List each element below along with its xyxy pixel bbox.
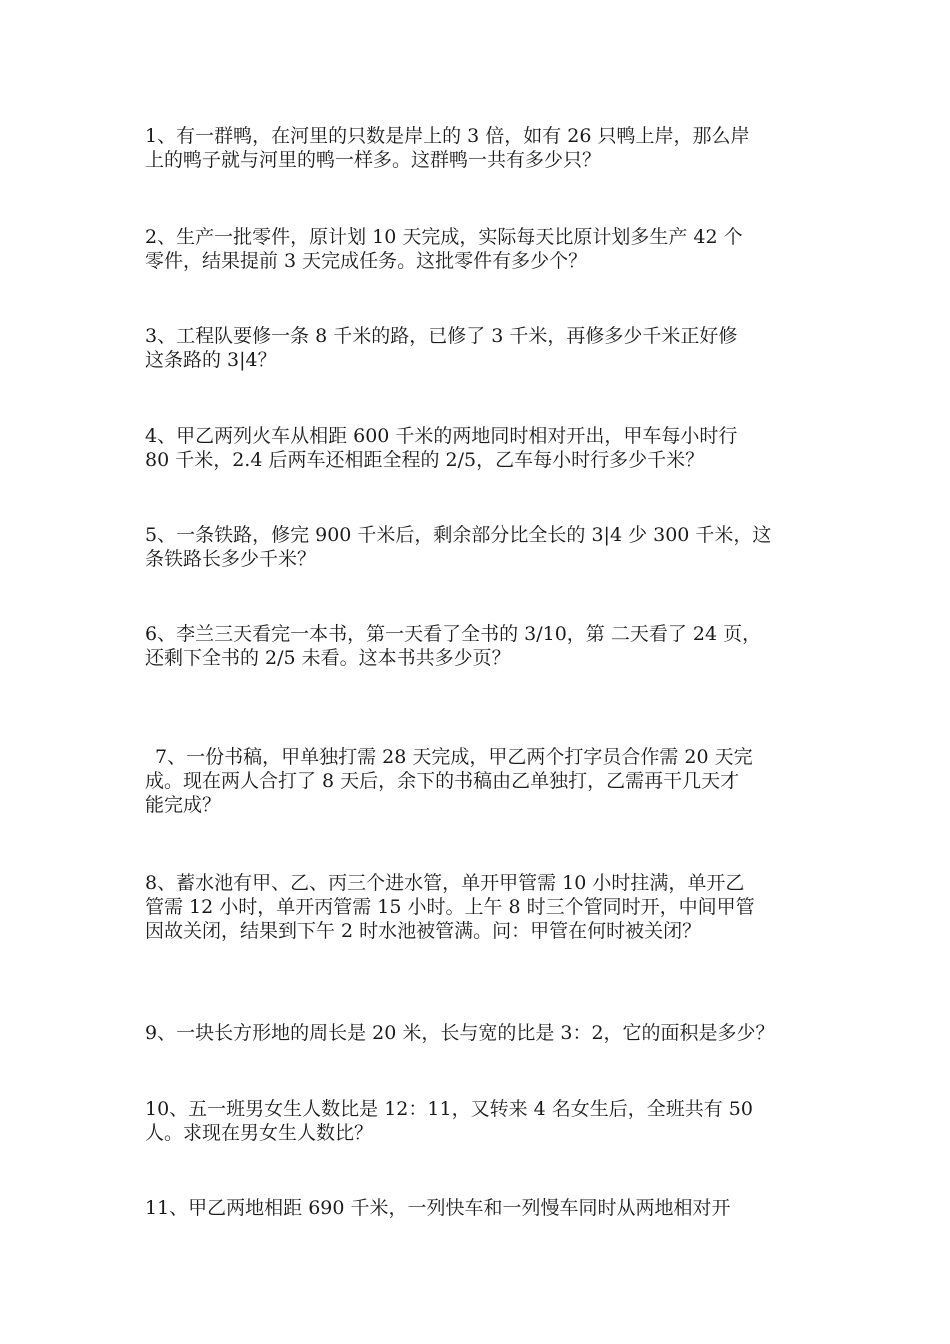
problem-11: [145, 1196, 825, 1220]
problem-1-line-2: 上的鸭子就与河里的鸭一样多。这群鸭一共有多少只？: [145, 149, 602, 171]
problem-5-line-1: 5、一条铁路，修完 900 千米后，剩余部分比全长的 3|4 少 300 千米，这: [145, 524, 772, 546]
problem-2-line-1: 2、生产一批零件，原计划 10 天完成，实际每天比原计划多生产 42 个: [145, 226, 743, 248]
problem-9: [145, 1021, 825, 1045]
problem-8: [145, 871, 825, 943]
problem-10: [145, 1097, 825, 1145]
problem-7-line-1: 7、一份书稿，甲单独打需 28 天完成，甲乙两个打字员合作需 20 天完: [155, 746, 753, 768]
problem-11-line-1: 11、甲乙两地相距 690 千米，一列快车和一列慢车同时从两地相对开: [145, 1197, 731, 1219]
problem-5: [145, 523, 825, 571]
problem-4-line-2: 80 千米，2.4 后两车还相距全程的 2/5，乙车每小时行多少千米？: [145, 449, 705, 471]
problem-8-line-1: 8、蓄水池有甲、乙、丙三个进水管，单开甲管需 10 小时拄满，单开乙: [145, 872, 745, 894]
problem-1: [145, 124, 825, 172]
problem-5-line-2: 条铁路长多少千米？: [145, 548, 317, 570]
problem-9-line-1: 9、一块长方形地的周长是 20 米，长与宽的比是 3：2，它的面积是多少？: [145, 1022, 775, 1044]
problem-3-line-1: 3、工程队要修一条 8 千米的路，已修了 3 千米，再修多少千米正好修: [145, 325, 738, 347]
problem-7-line-3: 能完成？: [145, 794, 222, 816]
problem-2-line-2: 零件，结果提前 3 天完成任务。这批零件有多少个？: [145, 250, 588, 272]
problem-8-line-3: 因故关闭，结果到下午 2 时水池被管满。问：甲管在何时被关闭？: [145, 920, 702, 942]
problem-7-line-2: 成。现在两人合打了 8 天后，余下的书稿由乙单独打，乙需再干几天才: [145, 770, 740, 792]
problem-3-line-2: 这条路的 3|4？: [145, 349, 277, 371]
problem-1-line-1: 1、有一群鸭，在河里的只数是岸上的 3 倍，如有 26 只鸭上岸，那么岸: [145, 125, 750, 147]
problem-6-line-2: 还剩下全书的 2/5 未看。这本书共多少页？: [145, 647, 511, 669]
problem-10-line-1: 10、五一班男女生人数比是 12：11，又转来 4 名女生后，全班共有 50: [145, 1098, 753, 1120]
problem-6: [145, 622, 825, 670]
problem-8-line-2: 管需 12 小时，单开丙管需 15 小时。上午 8 时三个管同时开，中间甲管: [145, 896, 755, 918]
problem-4: [145, 424, 825, 472]
problem-2: [145, 225, 825, 273]
problem-3: [145, 324, 825, 372]
problem-7: [145, 745, 825, 817]
problem-10-line-2: 人。求现在男女生人数比？: [145, 1122, 374, 1144]
problem-6-line-1: 6、李兰三天看完一本书，第一天看了全书的 3/10，第 二天看了 24 页，: [145, 623, 762, 645]
problem-4-line-1: 4、甲乙两列火车从相距 600 千米的两地同时相对开出，甲车每小时行: [145, 425, 738, 447]
